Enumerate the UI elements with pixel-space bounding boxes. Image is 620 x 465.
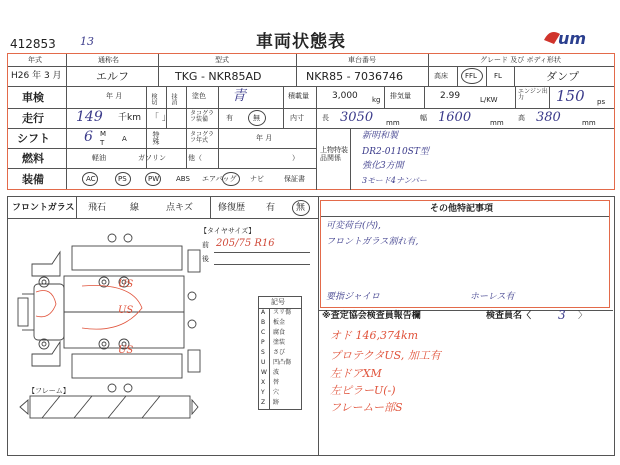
width-value: 1600: [438, 110, 472, 125]
report-line-1: オド 146,374km: [330, 329, 419, 342]
frame-header: 車台番号: [348, 56, 376, 64]
engine-value: 150: [556, 87, 585, 105]
remarks-line-1: 可変荷台(内),: [326, 221, 381, 231]
inspection-ym: 年 月: [106, 92, 123, 100]
equip-related-label: 上物特装品関係: [320, 146, 348, 163]
shift-m: M: [100, 130, 107, 138]
frame-value: NKR85 - 7036746: [306, 70, 404, 83]
shift-t: T: [100, 139, 105, 147]
equip-pw: PW: [148, 175, 160, 183]
equip-ps: PS: [118, 175, 127, 183]
legend-label: 波: [273, 369, 280, 376]
length-label: 長: [322, 114, 329, 122]
capacity-label: 積載量: [288, 92, 309, 100]
fuel-other: 他（: [188, 154, 202, 162]
inspection-cancelled: 抹消: [170, 93, 177, 105]
repair-yes: 有: [266, 203, 276, 213]
capacity-value: 3,000: [332, 91, 358, 101]
doc-number-note: 13: [80, 35, 94, 48]
grade-ffl: FFL: [465, 72, 477, 80]
legend-code: Z: [261, 399, 266, 406]
model-name-value: エルフ: [96, 70, 129, 83]
year-header: 年式: [28, 56, 42, 64]
type-value: TKG - NKR85AD: [175, 70, 262, 83]
width-unit: mm: [490, 119, 504, 127]
svg-text:um: um: [558, 29, 587, 48]
tire-front-value: 205/75 R16: [216, 238, 275, 249]
legend-code: U: [261, 359, 266, 366]
tacho-yes: 有: [226, 114, 233, 122]
inspection-label: 車検: [22, 91, 44, 104]
grade-high-floor: 高床: [434, 72, 448, 80]
inspector-close: 〉: [578, 311, 588, 321]
windshield-label: フロントガラス: [12, 203, 75, 213]
legend-code: W: [261, 369, 267, 376]
damage-us-3: US: [118, 345, 134, 356]
mileage-value: 149: [76, 109, 103, 125]
legend-code: X: [261, 379, 266, 386]
tacho-label: タコグラフ装備: [190, 110, 215, 123]
doc-number: 412853: [10, 37, 56, 51]
legend-table: [258, 296, 302, 410]
equip-warranty: 保証書: [284, 175, 305, 183]
repair-history-label: 修復歴: [218, 203, 246, 213]
engine-unit: ps: [597, 98, 606, 106]
report-title: ※査定協会検査員報告欄: [322, 311, 421, 321]
legend-code: A: [261, 309, 266, 316]
frame-label: 【フレーム】: [28, 387, 70, 395]
remarks-title: その他特記事項: [430, 204, 494, 214]
capacity-unit: kg: [372, 96, 381, 104]
equip-navi: ナビ: [250, 175, 264, 183]
windshield-chip: 飛石: [88, 203, 107, 213]
um-logo: [540, 26, 606, 48]
shift-special: 特殊: [152, 131, 160, 145]
grade-header: グレード 及び ボディ形状: [480, 56, 561, 64]
legend-code: S: [261, 349, 265, 356]
inspection-expired: 検切: [150, 93, 157, 105]
type-header: 型式: [215, 56, 229, 64]
windshield-spot: 点キズ: [166, 203, 193, 213]
equip-airbag: エアバッグ: [202, 175, 237, 183]
legend-label: 穴: [273, 389, 280, 396]
damage-us-2: US: [118, 305, 134, 316]
width-label: 幅: [420, 114, 427, 122]
equip-note-4: 3モード4ナンバー: [362, 176, 427, 185]
shift-a: A: [122, 135, 127, 143]
report-line-3: 左ドアXM: [330, 367, 382, 380]
mileage-unit: 千km: [118, 113, 141, 123]
legend-code: C: [261, 329, 266, 336]
body-type: ダンプ: [546, 70, 580, 83]
legend-label: 板金: [273, 319, 286, 326]
year-value: H26 年 3 月: [11, 71, 62, 81]
equip-note-1: 新明和製: [362, 131, 399, 141]
tire-size-label: 【タイヤサイズ】: [200, 227, 256, 235]
model-name-header: 通称名: [98, 56, 119, 64]
engine-label: エンジン出力: [518, 88, 548, 101]
legend-label: さび: [273, 349, 286, 356]
shift-label: シフト: [17, 132, 50, 145]
shift-value: 6: [84, 129, 93, 145]
legend-label: 凹凸傷: [273, 359, 292, 366]
height-value: 380: [536, 110, 561, 125]
inner-dim-label: 内寸: [290, 114, 304, 122]
report-line-4: 左ピラーU(-): [330, 384, 396, 397]
report-line-5: フレームー部S: [330, 401, 403, 414]
report-line-2: プロテクタUS, 加工有: [330, 349, 441, 362]
legend-label: 塗装: [273, 339, 286, 346]
length-unit: mm: [386, 119, 400, 127]
length-value: 3050: [340, 110, 374, 125]
fuel-diesel: 軽油: [92, 154, 106, 162]
height-label: 高: [518, 114, 525, 122]
tire-rear-label: 後: [202, 255, 209, 263]
equip-note-3: 強化3方開: [362, 161, 404, 171]
legend-code: B: [261, 319, 266, 326]
legend-title: 記号: [271, 298, 285, 306]
legend-label: 跡: [273, 399, 280, 406]
fuel-gasoline: ガソリン: [138, 154, 166, 162]
legend-code: Y: [261, 389, 265, 396]
equipment-label: 装備: [22, 173, 44, 186]
paint-value: 青: [232, 88, 246, 104]
displacement-value: 2.99: [440, 91, 461, 101]
equip-ac: AC: [86, 175, 96, 183]
legend-label: 腐食: [273, 329, 286, 336]
grade-fl: FL: [494, 72, 502, 80]
height-unit: mm: [582, 119, 596, 127]
repair-no: 無: [296, 203, 306, 213]
paint-label: 塗色: [192, 92, 206, 100]
displacement-unit: L/KW: [480, 96, 498, 104]
tacho-no: 無: [253, 114, 260, 122]
remarks-line-4: ホーレス有: [470, 292, 515, 302]
windshield-line: 線: [130, 203, 140, 213]
equip-note-2: DR2-0110ST型: [362, 147, 429, 157]
tire-front-label: 前: [202, 241, 209, 249]
legend-label: 替: [273, 379, 280, 386]
tacho-year-label: タコグラフ年式: [190, 131, 215, 144]
legend-label: スリ傷: [273, 309, 292, 316]
tacho-year-ym: 年 月: [256, 134, 273, 142]
equip-abs: ABS: [176, 175, 190, 183]
page-title: 車両状態表: [256, 32, 346, 52]
displacement-label: 排気量: [390, 92, 411, 100]
remarks-line-3: 要指ジャイロ: [326, 292, 380, 302]
mileage-bracket: 「 」: [150, 113, 171, 123]
fuel-other-close: ）: [292, 154, 299, 162]
damage-us-1: US: [118, 279, 134, 290]
mileage-label: 走行: [22, 112, 44, 125]
remarks-line-2: フロントガラス割れ有,: [326, 237, 419, 247]
fuel-label: 燃料: [22, 152, 44, 165]
inspector-value: 3: [558, 308, 566, 322]
legend-code: P: [261, 339, 265, 346]
inspector-label: 検査員名〈: [486, 311, 532, 321]
